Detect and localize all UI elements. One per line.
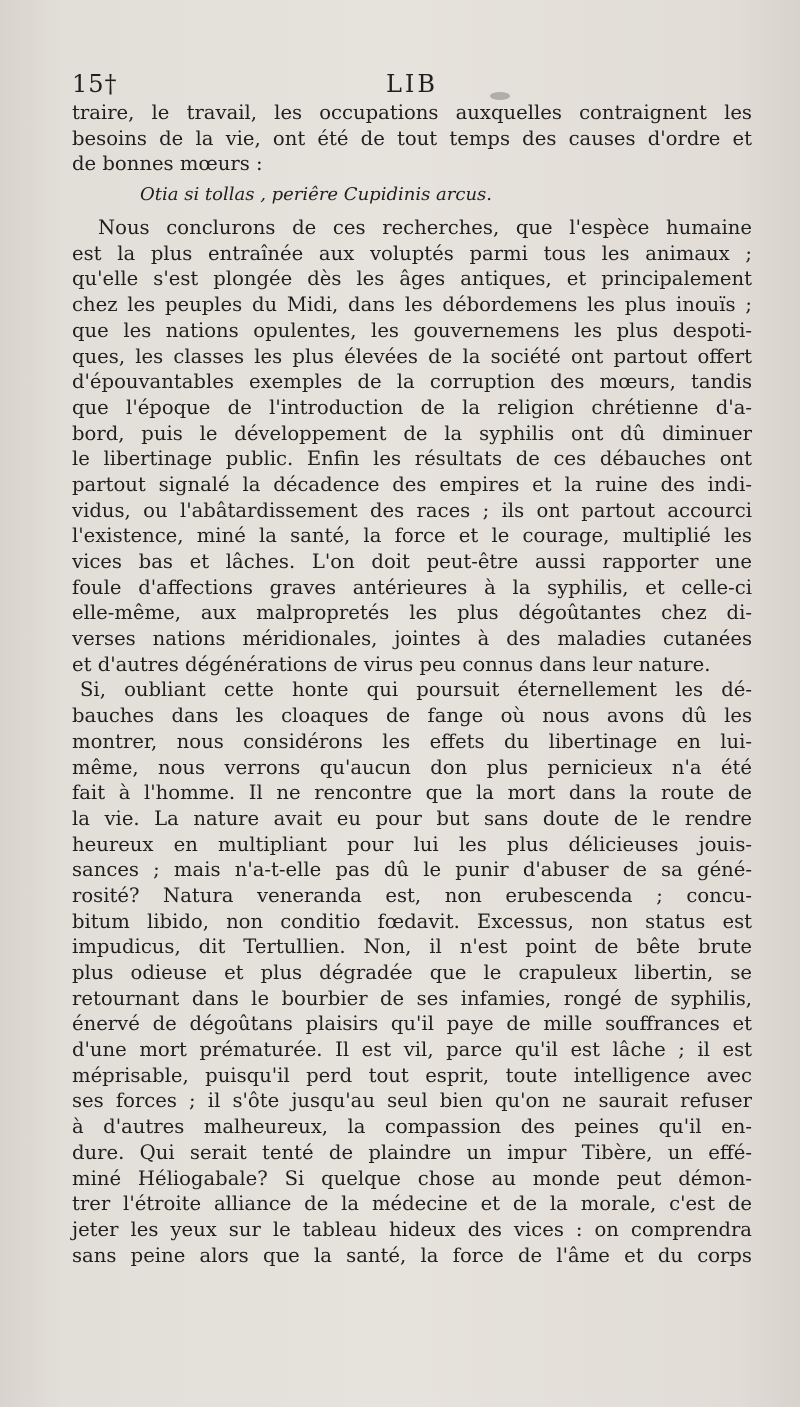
text-line: de bonnes mœurs : [72,152,263,176]
text-line: miné Héliogabale? Si quelque chose au monde peut démon- [72,1166,752,1190]
text-line: sans peine alors que la santé, la force de l'âme et du corps [72,1243,752,1267]
text-line: retournant dans le bourbier de ses infamies, rongé de syphilis, [72,986,752,1010]
text-line: est la plus entraînée aux voluptés parmi tous les animaux ; [72,241,752,265]
text-line: l'existence, miné la santé, la force et le courage, multiplié les [72,524,752,548]
text-line: et d'autres dégénérations de virus peu connus dans leur nature. [72,652,711,676]
text-line: plus odieuse et plus dégradée que le crapuleux libertin, se [72,961,752,984]
text-line: qu'elle s'est plongée dès les âges antiques, et principalement [72,267,752,291]
page-number: 15† [72,70,118,98]
text-line: heureux en multipliant pour lui les plus délicieuses jouis- [72,832,752,856]
text-line: jeter les yeux sur le tableau hideux des vices : on comprendra [72,1217,752,1241]
text-line: bitum libido, non conditio fœdavit. Excessus, non status est [72,909,752,933]
text-line: ses forces ; il s'ôte jusqu'au seul bien qu'on ne saurait refuser [72,1089,752,1113]
latin-quotation: Otia si tollas , periêre Cupidinis arcus. [140,184,493,206]
text-line: trer l'étroite alliance de la médecine et de la morale, c'est de [72,1192,752,1216]
text-line: rosité? Natura veneranda est, non erubescenda ; concu- [72,883,752,907]
text-line: à d'autres malheureux, la compassion des peines qu'il en- [72,1115,752,1139]
text-line: même, nous verrons qu'aucun don plus pernicieux n'a été [72,755,752,779]
text-line: elle-même, aux malpropretés les plus dégoûtantes chez di- [72,601,752,625]
text-line: chez les peuples du Midi, dans les débordemens les plus inouïs ; [72,293,752,317]
text-line: d'épouvantables exemples de la corruption des mœurs, tandis [72,370,752,394]
text-line: bord, puis le développement de la syphilis ont dû diminuer [72,421,752,445]
text-line: le libertinage public. Enfin les résultats de ces débauches ont [72,447,752,471]
text-line: dure. Qui serait tenté de plaindre un impur Tibère, un effé- [72,1140,752,1164]
text-line: partout signalé la décadence des empires et la ruine des indi- [72,472,752,496]
text-line: la vie. La nature avait eu pour but sans doute de le rendre [72,806,752,830]
paragraph-start: Nous conclurons de ces recherches, que l'espèce humaine [98,216,752,240]
text-line: traire, le travail, les occupations auxquelles contraignent les [72,101,752,124]
text-line: fait à l'homme. Il ne rencontre que la mort dans la route de [72,781,752,805]
text-line: d'une mort prématurée. Il est vil, parce qu'il est lâche ; il est [72,1038,752,1062]
text-line: montrer, nous considérons les effets du libertinage en lui- [72,729,752,753]
text-line: ques, les classes les plus élevées de la société ont partout offert [72,344,752,368]
running-head: LIB [385,70,439,98]
text-line: vices bas et lâches. L'on doit peut-être aussi rapporter une [72,550,752,573]
text-line: vidus, ou l'abâtardissement des races ; ils ont partout accourci [72,498,752,522]
text-line: verses nations méridionales, jointes à des maladies cutanées [72,627,752,651]
text-line: que les nations opulentes, les gouvernemens les plus despoti- [72,318,752,342]
text-line: énervé de dégoûtans plaisirs qu'il paye de mille souffrances et [72,1012,752,1036]
page-header [72,64,752,104]
text-line: que l'époque de l'introduction de la religion chrétienne d'a- [72,395,752,419]
text-line: sances ; mais n'a-t-elle pas dû le punir d'abuser de sa géné- [72,858,752,882]
text-line: foule d'affections graves antérieures à la syphilis, et celle-ci [72,575,752,599]
text-line: bauches dans les cloaques de fange où nous avons dû les [72,704,752,728]
text-line: besoins de la vie, ont été de tout temps des causes d'ordre et [72,126,752,150]
body-text [72,100,752,1268]
text-line: méprisable, puisqu'il perd tout esprit, toute intelligence avec [72,1063,752,1087]
text-line: impudicus, dit Tertullien. Non, il n'est point de bête brute [72,935,752,959]
paragraph-start: Si, oubliant cette honte qui poursuit éternellement les dé- [80,678,752,702]
